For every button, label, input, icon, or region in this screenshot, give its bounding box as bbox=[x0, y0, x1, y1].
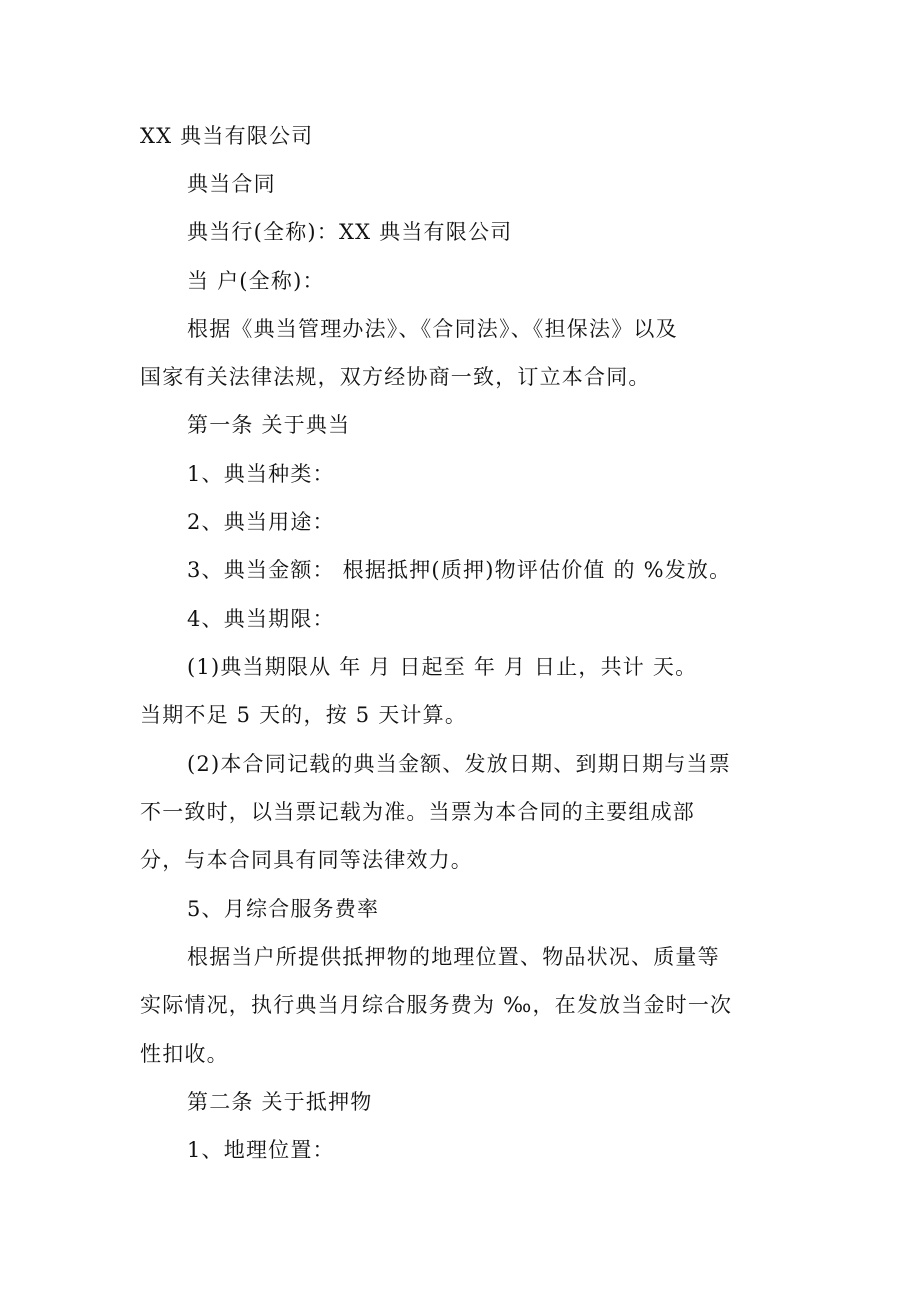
term-clause-2-line-1: (2)本合同记载的典当金额、发放日期、到期日期与当票 bbox=[187, 752, 731, 776]
company-header: XX 典当有限公司 bbox=[140, 124, 314, 148]
article-2-item-1: 1、地理位置： bbox=[187, 1138, 335, 1162]
article-1-heading: 第一条 关于典当 bbox=[187, 413, 351, 437]
preamble-line-2: 国家有关法律法规，双方经协商一致，订立本合同。 bbox=[140, 365, 651, 389]
article-1-item-5: 5、月综合服务费率 bbox=[187, 897, 380, 921]
contract-title: 典当合同 bbox=[187, 172, 276, 196]
article-1-item-4: 4、典当期限： bbox=[187, 607, 335, 631]
term-clause-2-line-3: 分，与本合同具有同等法律效力。 bbox=[140, 848, 473, 872]
preamble-line-1: 根据《典当管理办法》、《合同法》、《担保法》以及 bbox=[187, 317, 678, 341]
term-clause-2-line-2: 不一致时，以当票记载为准。当票为本合同的主要组成部 bbox=[140, 800, 695, 824]
term-clause-1-line-1: (1)典当期限从 年 月 日起至 年 月 日止，共计 天。 bbox=[187, 655, 698, 679]
article-1-item-3: 3、典当金额： 根据抵押(质押)物评估价值 的 %发放。 bbox=[187, 558, 732, 582]
article-2-heading: 第二条 关于抵押物 bbox=[187, 1090, 373, 1114]
fee-clause-line-3: 性扣收。 bbox=[140, 1042, 229, 1066]
article-1-item-1: 1、典当种类： bbox=[187, 462, 335, 486]
article-1-item-2: 2、典当用途： bbox=[187, 510, 335, 534]
fee-clause-line-2: 实际情况，执行典当月综合服务费为 ‰，在发放当金时一次 bbox=[140, 993, 733, 1017]
fee-clause-line-1: 根据当户所提供抵押物的地理位置、物品状况、质量等 bbox=[187, 945, 720, 969]
customer-name-line: 当 户(全称)： bbox=[187, 269, 325, 293]
pawnshop-name-line: 典当行(全称)：XX 典当有限公司 bbox=[187, 220, 513, 244]
term-clause-1-line-2: 当期不足 5 天的，按 5 天计算。 bbox=[140, 703, 468, 727]
